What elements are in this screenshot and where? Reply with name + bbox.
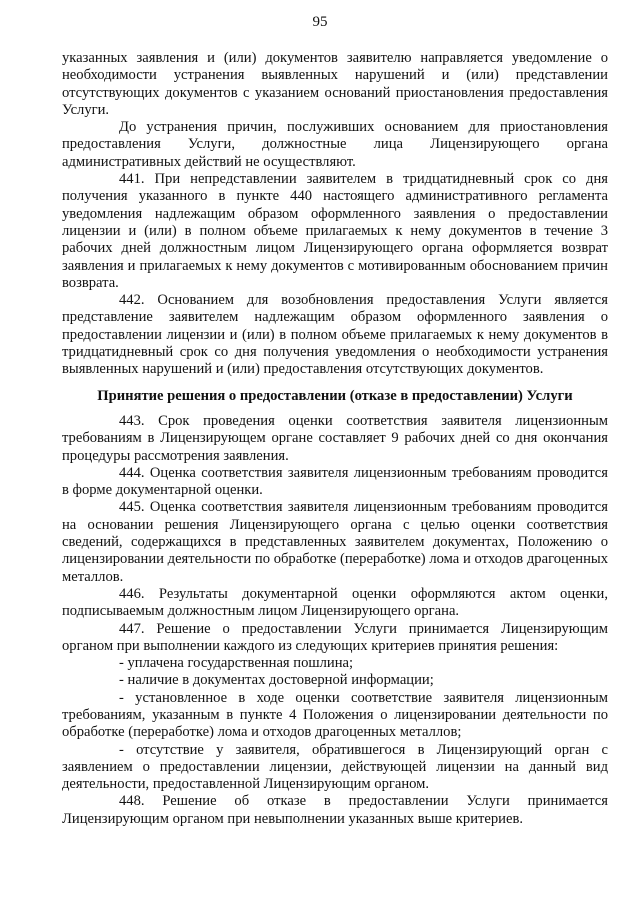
criteria-item: - уплачена государственная пошлина; — [119, 655, 354, 672]
paragraph-448: 448. Решение об отказе в предоставлении Услуги принимается Лицензирующим органом при невыполнении указанных выше критериев. — [62, 793, 608, 827]
criteria-item: - отсутствие у заявителя, обратившегося в Лицензирующий орган с заявлением о предоставлении лицензии, действующей лицензии на данный вид деятельности, предоставленной Лицензирующим органом. — [62, 741, 608, 793]
paragraph-443: 443. Срок проведения оценки соответствия заявителя лицензионным требованиям в Лицензирующем органе составляет 9 рабочих дней со дня окончания процедуры рассмотрения заявления. — [62, 412, 608, 464]
paragraph-447: 447. Решение о предоставлении Услуги принимается Лицензирующим органом при выполнении каждого из следующих критериев принятия решения: — [62, 620, 608, 654]
criteria-item: - наличие в документах достоверной информации; — [119, 672, 434, 689]
document-body — [62, 50, 608, 828]
paragraph-continuation: указанных заявления и (или) документов заявителю направляется уведомление о необходимости устранения выявленных нарушений и (или) представлении отсутствующих документов с указанием оснований приостановления предоставления Услуги. — [62, 50, 608, 118]
paragraph-441: 441. При непредставлении заявителем в тридцатидневный срок со дня получения указанного в пункте 440 настоящего административного регламента уведомления надлежащим образом оформленного заявления о предоставлении лицензии и (или) в полном объеме прилагаемых к нему документов в течение 3 рабочих дней должностным лицом Лицензирующего органа оформляется возврат заявления и прилагаемых к нему документов с мотивированным обоснованием причин возврата. — [62, 171, 608, 291]
paragraph-444: 444. Оценка соответствия заявителя лицензионным требованиям проводится в форме документарной оценки. — [62, 464, 608, 499]
page-number: 95 — [312, 14, 328, 30]
section-heading: Принятие решения о предоставлении (отказе в предоставлении) Услуги — [97, 387, 573, 404]
paragraph-442: 442. Основанием для возобновления предоставления Услуги является представление заявителем надлежащим образом оформленного заявления о предоставлении лицензии и (или) в полном объеме прилагаемых к нему документов в тридцатидневный срок со дня получения уведомления о необходимости устранения выявленных нарушений и (или) предоставления отсутствующих документов. — [62, 292, 608, 378]
criteria-item: - установленное в ходе оценки соответствие заявителя лицензионным требованиям, указанным в пункте 4 Положения о лицензировании деятельности по обработке (переработке) лома и отходов драгоценных металлов; — [62, 689, 608, 741]
paragraph-suspension-note: До устранения причин, послуживших основанием для приостановления предоставления Услуги, должностные лица Лицензирующего органа административных действий не осуществляют. — [62, 119, 608, 170]
paragraph-445: 445. Оценка соответствия заявителя лицензионным требованиям проводится на основании решения Лицензирующего органа с целью оценки соответствия сведений, содержащихся в представленных заявителем документах, Положению о лицензировании деятельности по обработке (переработке) лома и отходов драгоценных металлов. — [62, 499, 608, 585]
paragraph-446: 446. Результаты документарной оценки оформляются актом оценки, подписываемым должностным лицом Лицензирующего органа. — [62, 585, 608, 620]
